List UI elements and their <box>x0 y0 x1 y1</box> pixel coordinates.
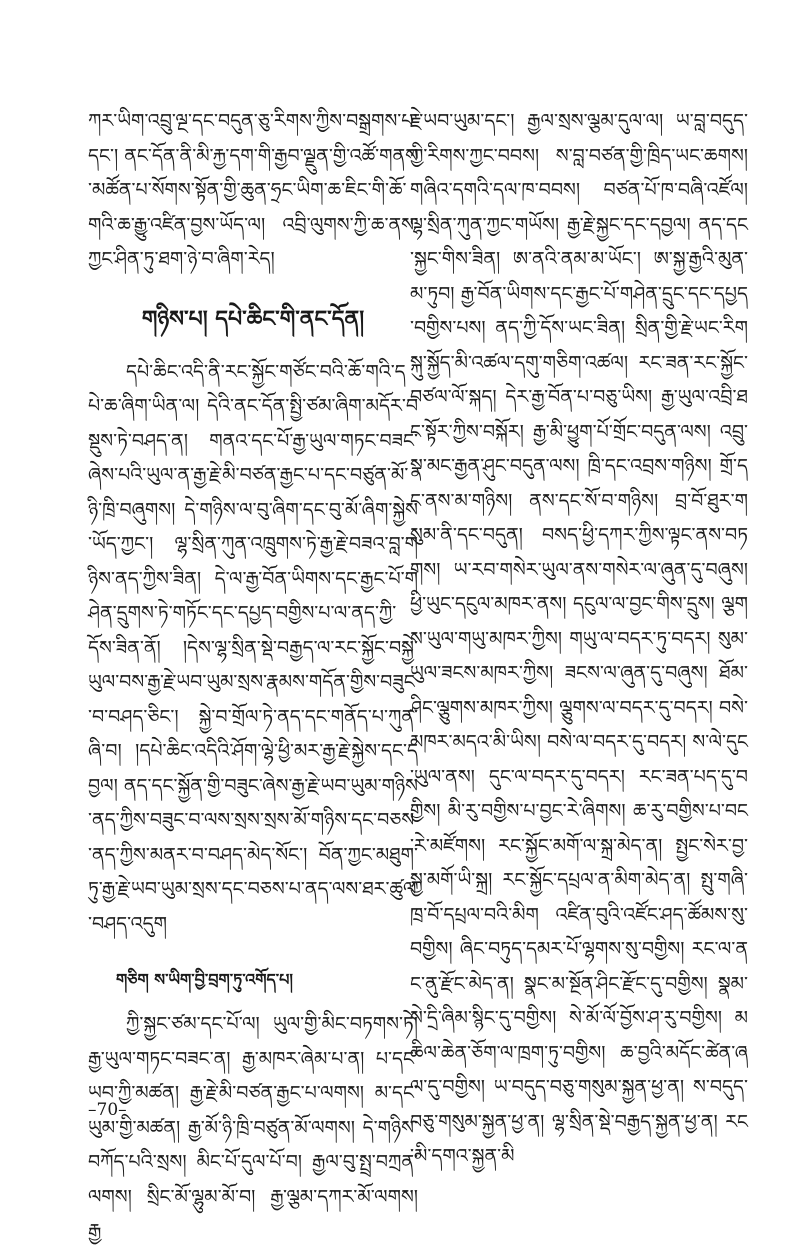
section-heading: གཉིས་པ། དཔེ་ཆིང་གི་ནང་དོན། <box>141 306 365 332</box>
sub-heading: གཅིག ས་ཡིག་བྱི་བྲག་ཏུ་འགོད་པ། <box>116 970 293 989</box>
main-paragraph: རྗེ་ཡབ་ཡུམ་དང་། རྒྱལ་སྲས་ལྕམ་དུལ་ལ། ཡ་བླ་བདུད་ཀྱི་རིགས་ཀྱང་བབས། ས་བླ་བཙན་གྱི་ཁྲིད་ཡང་ཆགས། གཞིའ་དགའི་དལ་ཁ་བབས། བཙན་པོ་ཁ་བཞི་འཛོལ། ལྷ་སྲིན་ཀུན་ཀྱང་གཡོས། རྒྱ་རྗེ་སྐྱང་དང་དབྱལ། ནད་དང་སྐྱང་གིས་ཟིན། ཨ་ནའི་ནམ་མ་ཡོང་། ཨ་སྐྱ་རྒྱའི་མུན་མ་ཏུབ། རྒྱ་བོན་ཡིགས་དང་རྒྱང་པོ་གཤེན་དྲུང་དང་དཔྱད་བགྱིས་པས། ནད་ཀྱི་དོས་ཡང་ཟིན། སྲིན་གྱི་རྗེ་ཡང་རིག སྐུ་སྐྱོད་མི་འཚལ་དགུ་གཅིག་འཚལ། རང་ཟན་རང་སྐྱོང་བཙལ་ལོ་སྐད། དེར་རྒྱ་བོན་པ་བཅུ་ཡིས། རྒྱ་ཡུལ་འབྲི་ཐང་སྟོར་ཀྱིས་བསྐོར། རྒྱ་མི་ཕྱུག་པོ་གྲོང་བདུན་ལས། འབྲུ་སྣ་མང་རྒྱན་ཤུང་བདུན་ལས། ཁྲི་དང་འབྲས་གཉིས། གྲོ་དང་ནས་མ་གཉིས། ནས་དང་སོ་བ་གཉིས། བྲ་བོ་ཐུར་གསུམ་ནི་དང་བདུན། བསད་ཕྱི་དཀར་ཀྱིས་ལྟང་ནས་བཏགས། ཡ་རབ་གསེར་ཡུལ་ནས་གསེར་ལ་ཞུན་དུ་བཞུས། ཕྱི་ཡུང་དངུལ་མཁར་ནས། དངུལ་ལ་བྱང་གིས་དྲུས། ལྕགས་ཡུལ་གཡུ་མཁར་ཀྱིས། གཡུ་ལ་བདར་ཏུ་བདར། སུམ་ཡུལ་ཟངས་མཁར་ཀྱིས། ཟངས་ལ་ཞུན་དུ་བཞུས། ཐོམ་ཤིང་ལྕུགས་མཁར་ཀྱིས། ལྕུགས་ལ་བདར་དུ་བདར། བསེ་མཁར་མདའ་མི་ཡིས། བསེ་ལ་བདར་དུ་བདར། ས་ལེ་དུང་ཡུལ་ནས། དུང་ལ་བདར་དུ་བདར། རང་ཟན་པད་དུ་བགྱིས། མི་རུ་བགྱིས་པ་བྱང་རེ་ཞིགས། ཆ་རུ་བགྱིས་པ་བང་རེ་མཛོགས། རང་སྐྱོང་མགོ་ལ་སྐྲ་མེད་ན། སྤྱང་སེར་བྱ་སྐྱ་མགོ་ཡི་སྐྲ། རང་སྐྱོང་དཔྲལ་ན་མིག་མེད་ན། སྤུ་གཞི་ཁྲ་བོ་དཔྲལ་བའི་མིག འཛིན་བུའི་འཛོང་ཤད་ཚོམས་སུ་བགྱིས། ཞིང་བཏུད་དམར་པོ་ལྷགས་སུ་བགྱིས། རང་ལ་ནང་ནུ་རྫོང་མེད་ན། སྣང་མ་སྔོན་ཤིང་རྫོང་དུ་བགྱིས། སྣམ་སེ་དྲི་ཞིམ་སྙིང་དུ་བགྱིས། སེ་མོ་ལོ་བྱོས་ཤ་རུ་བགྱིས། མཆིལ་ཆེན་ཅོག་ལ་ཁྲག་ཏུ་བགྱིས། ཆ་བྱའི་མདོང་ཚེན་ཞལ་དུ་བགྱིས། ཡ་བདུད་བཅུ་གསུམ་སྐྱན་ཕྱ་ན། ས་བདུད་བཅུ་གསུམ་སྐྱན་ཕྱ་ན། ལྷ་སྲིན་སྡེ་བརྒྱད་སྐྱན་ཕྱ་ན། རང་མི་དགའ་སྐྱན་མི <box>410 110 748 1167</box>
intro-paragraph: ཀར་ཡིག་འབྲུ་ལྔ་དང་བདུན་ཅུ་རིགས་ཀྱིས་བསྒྲགས་པ་དང་། ནང་དོན་ནི་མི་རྐྱ་དག་གི་རྒྱབ་ལྗུན་གྱི་འཚོ་གནས་མཚོན་པ་སོགས་སྟོན་གྱི་ཆུན་ཧྲང་ཡིག་ཆ་ཇིང་གི་ཆོ་གའི་ཆ་རྒྱུ་འཛིན་བྱས་ཡོད་ལ། འབྲི་ལུགས་ཀྱི་ཆ་ནས་ཀྱང་ཤིན་ཏུ་ཐག་ཉེ་བ་ཞིག་རེད། <box>88 110 418 270</box>
sub-paragraph: ཀྱི་སྐྱང་ཙམ་དང་པོ་ལ། ཡུལ་གྱི་མིང་བཏགས་ཏེ། རྒྱ་ཡུལ་གཏང་བཟང་ན། རྒྱ་མཁར་ཞེམ་པ་ན། པ་དང་ཡབ་ཀྱི་མཚན། རྒྱ་རྗེ་མི་བཙན་རྒྱང་པ་ལགས། མ་དང་ཡུམ་གྱི་མཚན། རྒྱ་མོ་ཉི་ཁྲི་བཙུན་མོ་ལགས། དེ་གཉིས་བཀོད་པའི་སྲས། མིང་པོ་དུལ་པོ་བ། རྒྱལ་བུ་སྤྲ་བཀྲན་ལགས། སྲིང་མོ་ལྷུམ་མོ་བ། རྒྱ་ལྕམ་དཀར་མོ་ལགས། རྒྱ <box>88 1013 418 1242</box>
left-column <box>88 104 418 1249</box>
right-column <box>410 104 748 1174</box>
section-paragraph: དཔེ་ཆིང་འདི་ནི་རང་སྐྱོང་གཙོང་བའི་ཆོ་གའི་དཔེ་ཆ་ཞིག་ཡིན་ལ། དེའི་ནང་དོན་སྤྱི་ཙམ་ཞིག་མདོར་བསྡུས་ཏེ་བཤད་ན། གནའ་དང་པོ་རྒྱ་ཡུལ་གཏང་བཟང་ཞེས་པའི་ཡུལ་ན་རྒྱ་རྗེ་མི་བཙན་རྒྱང་པ་དང་བཙུན་མོ་ཉི་ཁྲི་བཞུགས། དེ་གཉིས་ལ་བུ་ཞིག་དང་བུ་མོ་ཞིག་སྐྱེས་ཡོད་ཀྱང་། ལྷ་སྲིན་ཀུན་འཁྲུགས་ཏེ་རྒྱ་རྗེ་བཟའ་བླ་གཉིས་ནད་ཀྱིས་ཟིན། དེ་ལ་རྒྱ་བོན་ཡིགས་དང་རྒྱང་པོ་གཤེན་དྲུགས་ཏེ་གཏོང་དང་དཔྱད་བགྱིས་པ་ལ་ནད་ཀྱི་དོས་ཟིན་ནོ། །དེས་ལྷ་སྲིན་སྡེ་བརྒྱད་ལ་རང་སྐྱོང་བསྐྱེ་ཡུལ་བས་རྒྱ་རྗེ་ཡབ་ཡུམ་སྲས་རྣམས་གདོན་གྱིས་བཟུང་བ་བཤད་ཅིང་། སྐྱེ་བ་གྲོལ་ཏེ་ནད་དང་གནོད་པ་ཀུན་ཞི་བ། །དཔེ་ཆིང་འདིའི་ཤོག་ལྷེ་ཕྱི་མར་རྒྱ་རྗེ་སྐྱེས་དང་དབྱལ། ནད་དང་སྐྱོན་གྱི་བཟུང་ཞེས་རྒྱ་རྗེ་ཡབ་ཡུམ་གཉིས་ནད་ཀྱིས་བཟུང་བ་ལས་སྲས་སྲས་མོ་གཉིས་དང་བཅས་ནད་ཀྱིས་མནར་བ་བཤད་མེད་སོང་། བོན་ཀྱང་མཐུག་ཏུ་རྒྱ་རྗེ་ཡབ་ཡུམ་སྲས་དང་བཅས་པ་ནད་ལས་ཐར་ཚུལ་བཤད་འདུག <box>88 360 418 935</box>
page-number: –70– <box>88 1100 127 1120</box>
